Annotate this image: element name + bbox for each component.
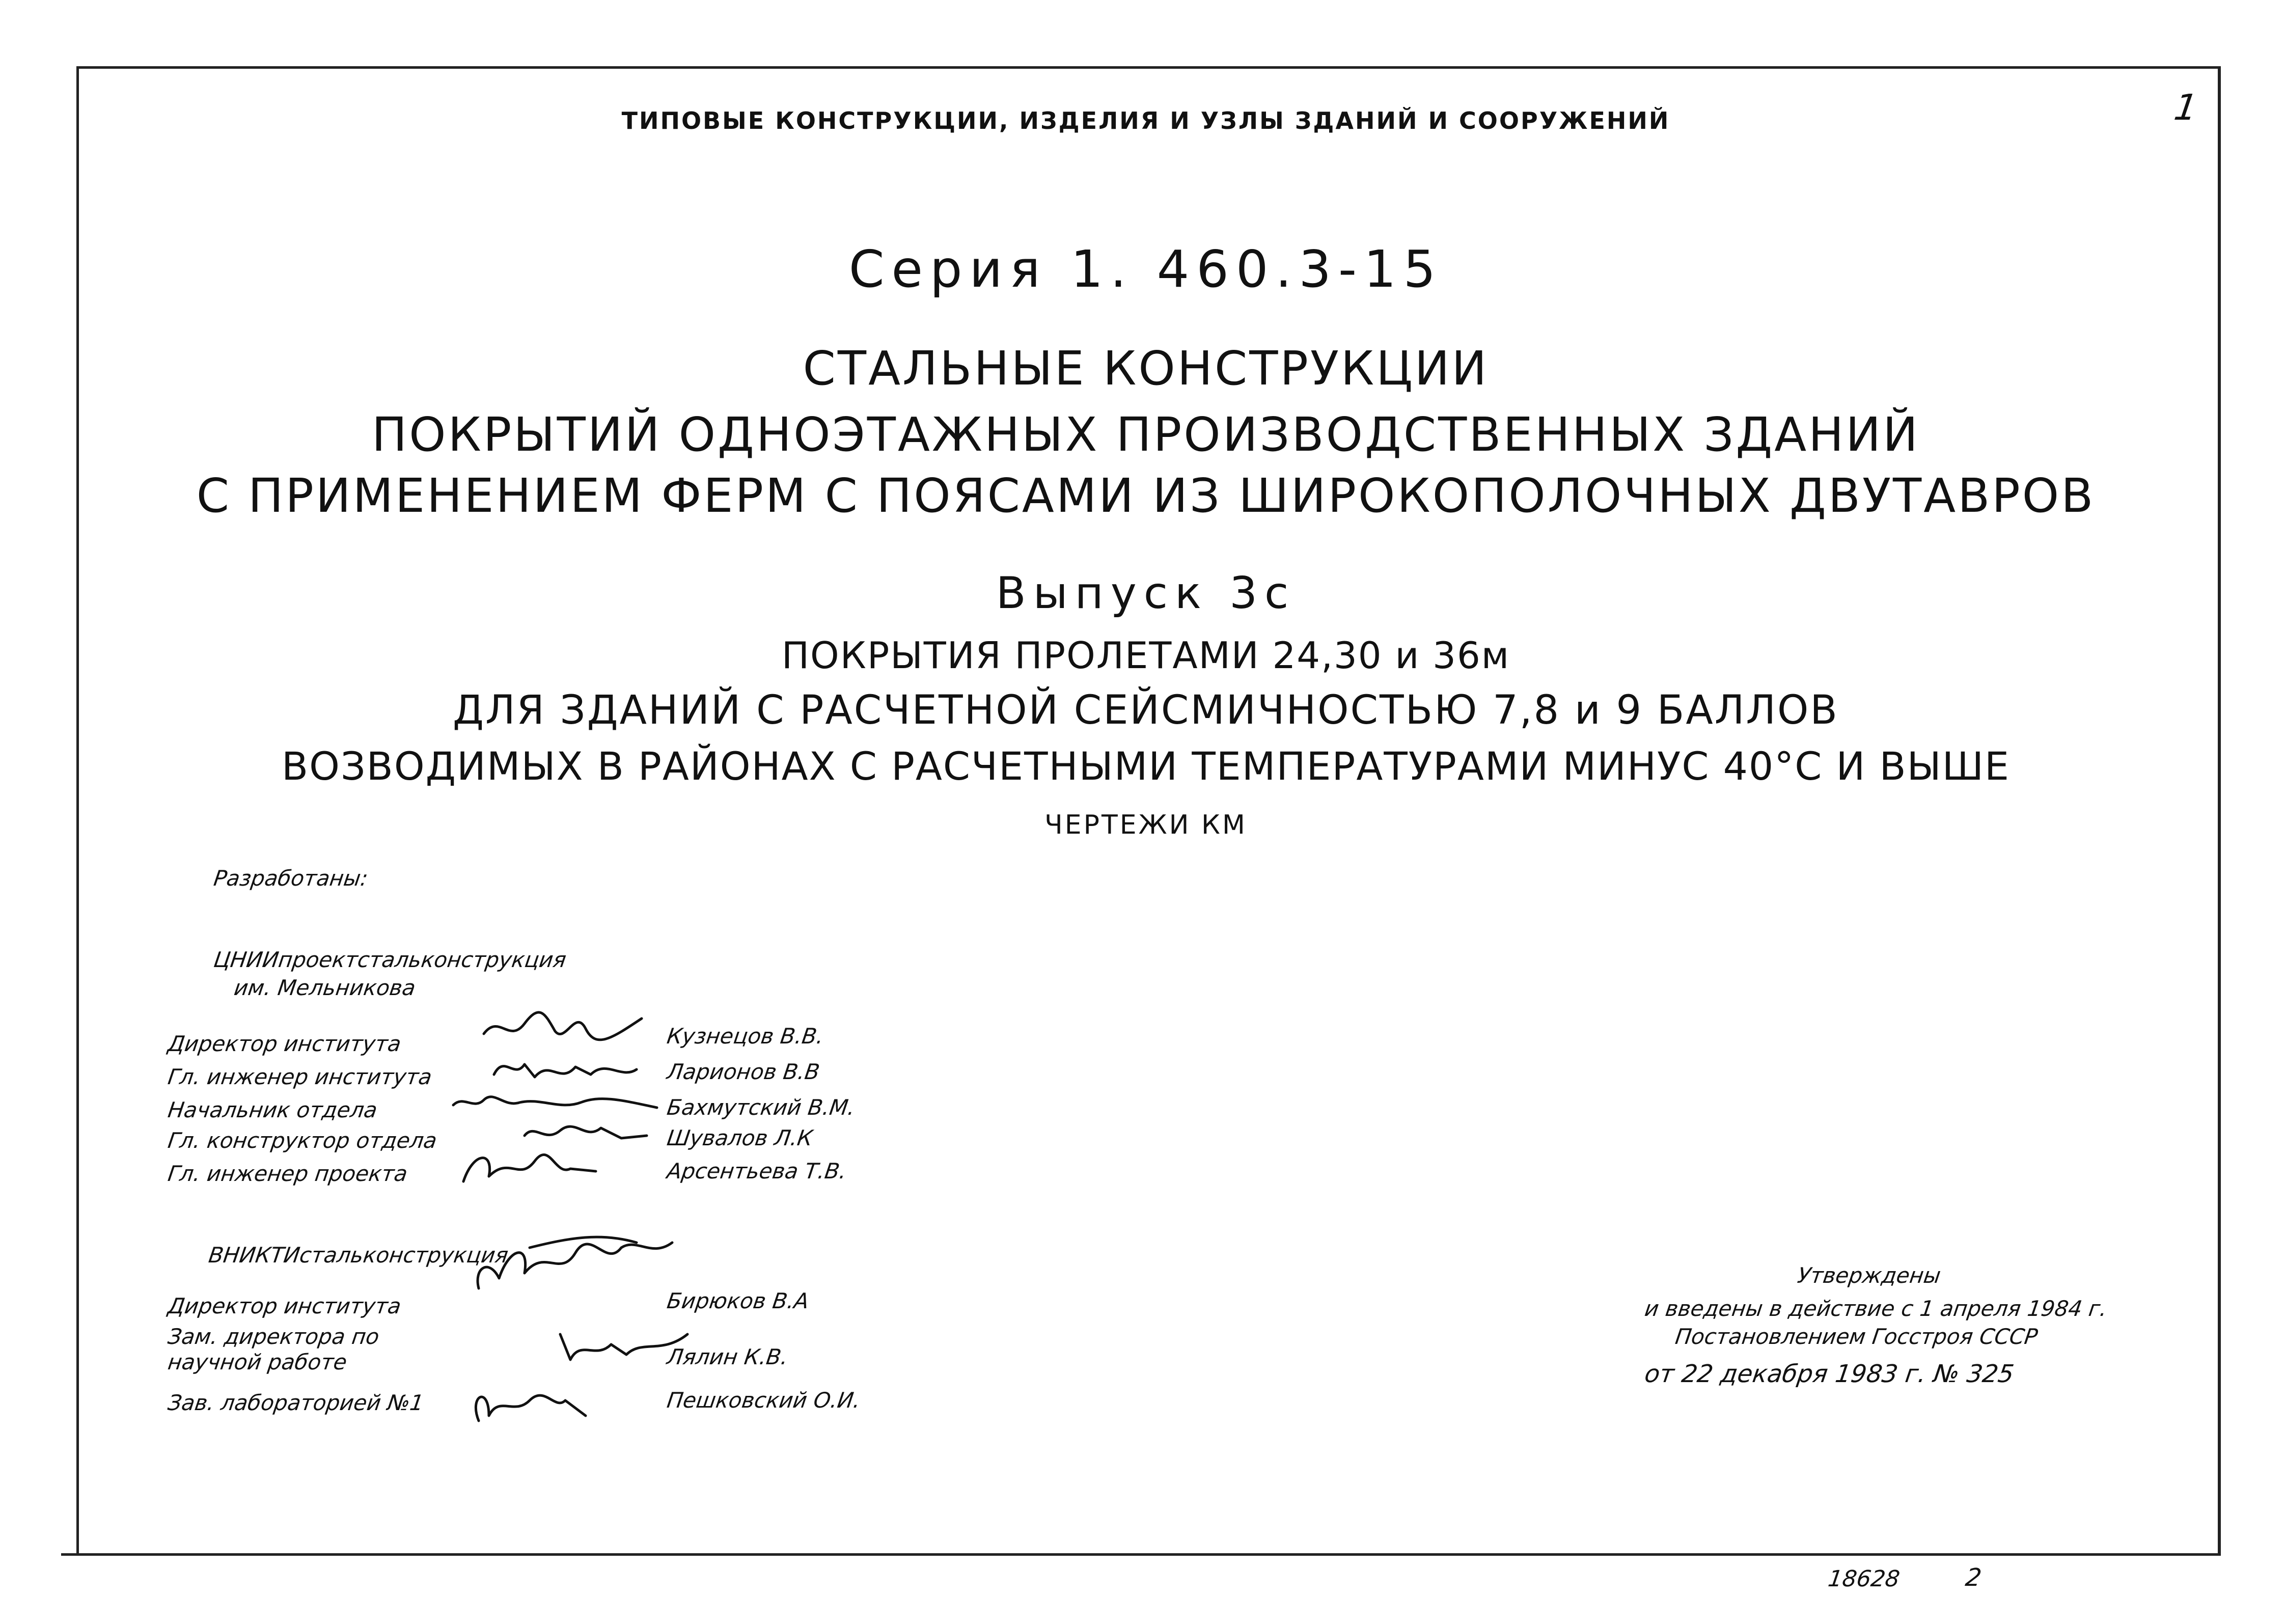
signature-lyalin-icon — [550, 1324, 693, 1370]
title-line-1: СТАЛЬНЫЕ КОНСТРУКЦИИ — [803, 341, 1489, 396]
approval-line-2: и введены в действие с 1 апреля 1984 г. — [1643, 1296, 2109, 1321]
subtitle-line-3: ВОЗВОДИМЫХ В РАЙОНАХ С РАСЧЕТНЫМИ ТЕМПЕРАТУРАМИ МИНУС 40°С И ВЫШЕ — [282, 744, 2010, 789]
series-title: Серия 1. 460.3-15 — [848, 239, 1443, 299]
org1-person-4: Шувалов Л.К — [665, 1125, 815, 1150]
developed-by-label: Разработаны: — [212, 866, 370, 891]
signature-kuznetsov-icon — [479, 1003, 652, 1054]
title-line-2: ПОКРЫТИЙ ОДНОЭТАЖНЫХ ПРОИЗВОДСТВЕННЫХ ЗДАНИЙ — [372, 407, 1920, 462]
title-line-3: С ПРИМЕНЕНИЕМ ФЕРМ С ПОЯСАМИ ИЗ ШИРОКОПОЛОЧНЫХ ДВУТАВРОВ — [196, 469, 2096, 523]
org1-person-3: Бахмутский В.М. — [665, 1095, 857, 1120]
org1-name: ЦНИИпроектстальконструкция — [212, 947, 568, 972]
org2-person-1: Бирюков В.А — [665, 1288, 811, 1313]
approval-line-3: Постановлением Госстроя СССР — [1673, 1324, 2040, 1349]
org2-person-4: Пешковский О.И. — [665, 1388, 862, 1413]
org1-role-4: Гл. конструктор отдела — [166, 1128, 439, 1153]
org2-role-1: Директор института — [166, 1293, 403, 1318]
approval-line-1: Утверждены — [1796, 1263, 1943, 1288]
org1-role-3: Начальник отдела — [166, 1097, 379, 1122]
org1-name-2: им. Мельникова — [232, 975, 418, 1000]
bottom-rule — [61, 1553, 2220, 1556]
subtitle-line-1: ПОКРЫТИЯ ПРОЛЕТАМИ 24,30 и 36м — [781, 634, 1510, 677]
signature-larionov-icon — [489, 1049, 642, 1090]
org2-role-4: Зав. лабораторией №1 — [166, 1390, 426, 1415]
signature-arsentyeva-icon — [453, 1146, 601, 1192]
footer-page: 2 — [1964, 1563, 1984, 1592]
org1-person-5: Арсентьева Т.В. — [665, 1159, 848, 1183]
org2-role-2: Зам. директора по — [166, 1324, 381, 1349]
issue-title: Выпуск 3с — [996, 568, 1296, 619]
org2-person-3: Лялин К.В. — [665, 1344, 790, 1369]
org1-person-2: Ларионов В.В — [665, 1059, 821, 1084]
signature-peshkovsky-icon — [463, 1375, 596, 1431]
header-text: ТИПОВЫЕ КОНСТРУКЦИИ, ИЗДЕЛИЯ И УЗЛЫ ЗДАНИЙ И СООРУЖЕНИЙ — [621, 107, 1670, 134]
org1-role-5: Гл. инженер проекта — [166, 1161, 409, 1186]
org2-role-3: научной работе — [166, 1350, 349, 1374]
org1-role-1: Директор института — [166, 1031, 403, 1056]
page-mark: 1 — [2171, 87, 2200, 128]
approval-line-4: от 22 декабря 1983 г. № 325 — [1643, 1360, 2016, 1388]
org1-role-2: Гл. инженер института — [166, 1064, 434, 1089]
footer-number: 18628 — [1826, 1566, 1902, 1592]
subtitle-line-2: ДЛЯ ЗДАНИЙ С РАСЧЕТНОЙ СЕЙСМИЧНОСТЬЮ 7,8 и 9 БАЛЛОВ — [453, 687, 1839, 733]
org1-person-1: Кузнецов В.В. — [665, 1024, 825, 1049]
org2-name: ВНИКТИстальконструкция — [207, 1243, 510, 1268]
signature-biryukov-icon — [469, 1227, 682, 1309]
drawings-label: ЧЕРТЕЖИ КМ — [1044, 810, 1247, 840]
